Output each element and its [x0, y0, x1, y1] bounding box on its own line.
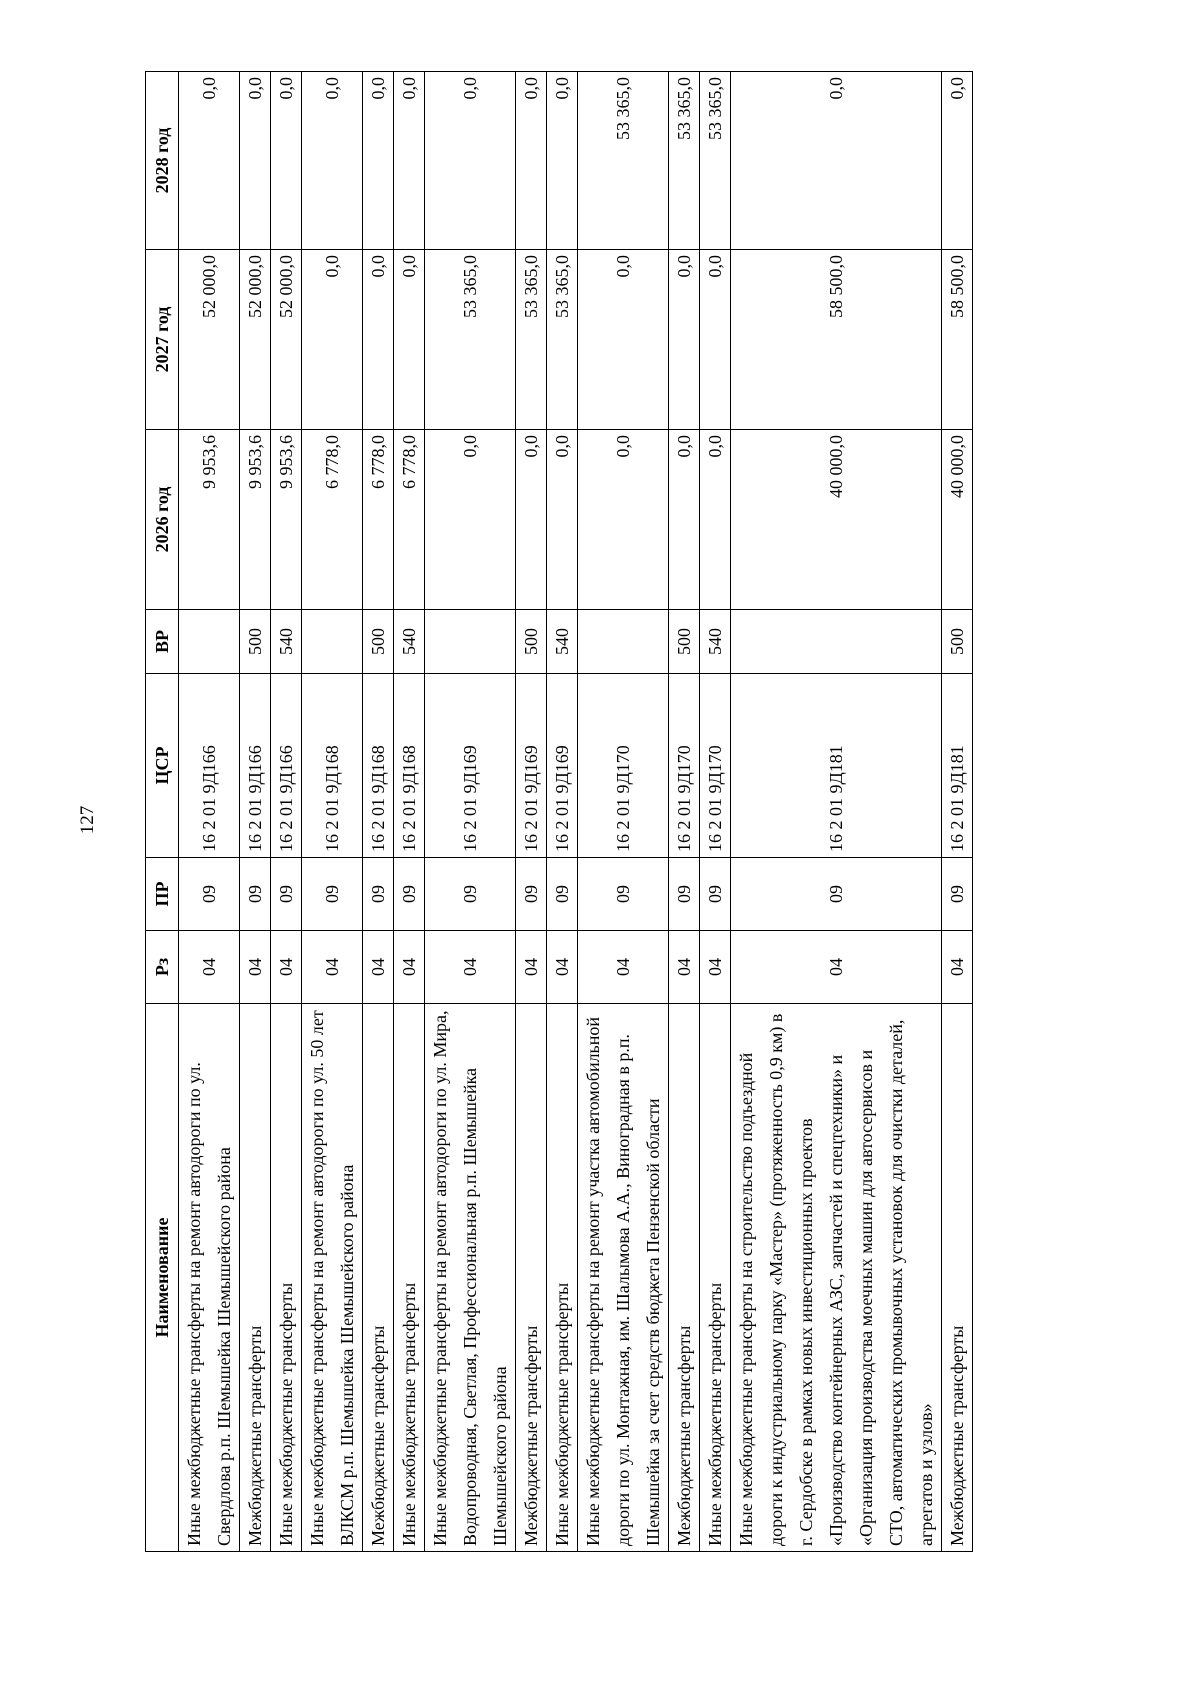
cell-vr: 540	[547, 610, 578, 674]
cell-2027: 58 500,0	[942, 250, 973, 430]
cell-rz: 04	[547, 931, 578, 1004]
cell-pr: 09	[425, 858, 516, 931]
cell-vr: 500	[363, 610, 394, 674]
cell-rz: 04	[425, 931, 516, 1004]
cell-2028: 0,0	[302, 72, 363, 250]
cell-csr: 16 2 01 9Д169	[516, 674, 547, 858]
cell-vr: 500	[516, 610, 547, 674]
cell-2027: 52 000,0	[271, 250, 302, 430]
cell-2026: 0,0	[516, 430, 547, 610]
table-row	[731, 72, 942, 1552]
cell-pr: 09	[271, 858, 302, 931]
cell-pr: 09	[578, 858, 669, 931]
cell-name: Иные межбюджетные трансферты на ремонт автодороги по ул. Мира, Водопроводная, Светлая, Профессиональная р.п. Шемышейка Шемышейского района	[425, 1004, 516, 1552]
cell-rz: 04	[578, 931, 669, 1004]
cell-name: Межбюджетные трансферты	[240, 1004, 271, 1552]
cell-rz: 04	[700, 931, 731, 1004]
header-name: Наименование	[146, 1004, 179, 1552]
table-row	[394, 72, 425, 1552]
cell-2028: 0,0	[179, 72, 240, 250]
cell-vr	[731, 610, 942, 674]
cell-2027: 53 365,0	[547, 250, 578, 430]
cell-csr: 16 2 01 9Д170	[669, 674, 700, 858]
header-2026: 2026 год	[146, 430, 179, 610]
cell-name: Иные межбюджетные трансферты на ремонт участка автомобильной дороги по ул. Монтажная, им. Шалымова А.А., Виноградная в р.п. Шемышейка за счет средств бюджета Пензенской области	[578, 1004, 669, 1552]
cell-name: Иные межбюджетные трансферты	[394, 1004, 425, 1552]
cell-2026: 9 953,6	[271, 430, 302, 610]
table-row	[578, 72, 669, 1552]
table-row	[669, 72, 700, 1552]
cell-csr: 16 2 01 9Д168	[363, 674, 394, 858]
cell-2026: 0,0	[547, 430, 578, 610]
cell-2027: 53 365,0	[425, 250, 516, 430]
cell-vr: 500	[669, 610, 700, 674]
cell-name: Межбюджетные трансферты	[516, 1004, 547, 1552]
cell-pr: 09	[179, 858, 240, 931]
cell-vr	[179, 610, 240, 674]
cell-2028: 0,0	[516, 72, 547, 250]
cell-csr: 16 2 01 9Д166	[179, 674, 240, 858]
cell-2026: 9 953,6	[179, 430, 240, 610]
cell-pr: 09	[302, 858, 363, 931]
table-row	[302, 72, 363, 1552]
budget-table-container	[145, 72, 967, 1552]
cell-csr: 16 2 01 9Д181	[731, 674, 942, 858]
cell-name: Межбюджетные трансферты	[942, 1004, 973, 1552]
budget-table	[145, 71, 973, 1552]
cell-2026: 6 778,0	[394, 430, 425, 610]
cell-rz: 04	[302, 931, 363, 1004]
cell-2028: 0,0	[240, 72, 271, 250]
cell-2028: 53 365,0	[700, 72, 731, 250]
cell-2027: 0,0	[700, 250, 731, 430]
cell-name: Иные межбюджетные трансферты на строительство подъездной дороги к индустриальному парку «Мастер» (протяженность 0,9 км) в г. Сердобске в рамках новых инвестиционных проектов «Производство контейнерных АЗС, запчастей и спецтехники» и «Организация производства моечных машин для автосервисов и СТО, автоматических промывочных установок для очистки деталей, агрегатов и узлов»	[731, 1004, 942, 1552]
table-header-row	[146, 72, 179, 1552]
cell-2027: 53 365,0	[516, 250, 547, 430]
table-row	[240, 72, 271, 1552]
cell-vr	[578, 610, 669, 674]
cell-csr: 16 2 01 9Д169	[425, 674, 516, 858]
cell-name: Иные межбюджетные трансферты на ремонт автодороги по ул. Свердлова р.п. Шемышейка Шемышейского района	[179, 1004, 240, 1552]
cell-csr: 16 2 01 9Д181	[942, 674, 973, 858]
cell-2026: 0,0	[578, 430, 669, 610]
page-number: 127	[77, 805, 98, 835]
cell-2027: 52 000,0	[179, 250, 240, 430]
cell-2028: 0,0	[942, 72, 973, 250]
cell-2028: 0,0	[363, 72, 394, 250]
cell-pr: 09	[394, 858, 425, 931]
header-2027: 2027 год	[146, 250, 179, 430]
table-row	[363, 72, 394, 1552]
cell-rz: 04	[942, 931, 973, 1004]
table-row	[547, 72, 578, 1552]
cell-csr: 16 2 01 9Д166	[271, 674, 302, 858]
cell-csr: 16 2 01 9Д168	[302, 674, 363, 858]
cell-vr	[302, 610, 363, 674]
header-vr: ВР	[146, 610, 179, 674]
cell-pr: 09	[942, 858, 973, 931]
cell-name: Иные межбюджетные трансферты на ремонт автодороги по ул. 50 лет ВЛКСМ р.п. Шемышейка Шемышейского района	[302, 1004, 363, 1552]
cell-name: Межбюджетные трансферты	[669, 1004, 700, 1552]
cell-2026: 0,0	[425, 430, 516, 610]
cell-rz: 04	[731, 931, 942, 1004]
cell-vr	[425, 610, 516, 674]
cell-csr: 16 2 01 9Д166	[240, 674, 271, 858]
cell-2026: 40 000,0	[942, 430, 973, 610]
cell-csr: 16 2 01 9Д170	[578, 674, 669, 858]
table-row	[179, 72, 240, 1552]
cell-rz: 04	[363, 931, 394, 1004]
header-rz: Рз	[146, 931, 179, 1004]
cell-2026: 0,0	[700, 430, 731, 610]
cell-csr: 16 2 01 9Д169	[547, 674, 578, 858]
cell-2027: 58 500,0	[731, 250, 942, 430]
cell-pr: 09	[240, 858, 271, 931]
cell-2027: 0,0	[363, 250, 394, 430]
cell-pr: 09	[669, 858, 700, 931]
table-row	[271, 72, 302, 1552]
cell-csr: 16 2 01 9Д168	[394, 674, 425, 858]
header-pr: ПР	[146, 858, 179, 931]
cell-2028: 0,0	[425, 72, 516, 250]
cell-2028: 0,0	[271, 72, 302, 250]
cell-2027: 0,0	[578, 250, 669, 430]
cell-pr: 09	[547, 858, 578, 931]
cell-rz: 04	[271, 931, 302, 1004]
cell-vr: 540	[271, 610, 302, 674]
cell-2028: 53 365,0	[669, 72, 700, 250]
cell-rz: 04	[516, 931, 547, 1004]
cell-rz: 04	[394, 931, 425, 1004]
cell-rz: 04	[179, 931, 240, 1004]
cell-pr: 09	[516, 858, 547, 931]
cell-2027: 0,0	[669, 250, 700, 430]
cell-name: Иные межбюджетные трансферты	[547, 1004, 578, 1552]
cell-2026: 0,0	[669, 430, 700, 610]
header-csr: ЦСР	[146, 674, 179, 858]
cell-rz: 04	[669, 931, 700, 1004]
cell-2026: 6 778,0	[302, 430, 363, 610]
cell-2027: 0,0	[302, 250, 363, 430]
cell-name: Иные межбюджетные трансферты	[271, 1004, 302, 1552]
cell-2028: 0,0	[547, 72, 578, 250]
cell-pr: 09	[700, 858, 731, 931]
cell-vr: 540	[700, 610, 731, 674]
table-row	[942, 72, 973, 1552]
cell-2027: 52 000,0	[240, 250, 271, 430]
cell-name: Межбюджетные трансферты	[363, 1004, 394, 1552]
cell-2028: 0,0	[731, 72, 942, 250]
cell-csr: 16 2 01 9Д170	[700, 674, 731, 858]
cell-2028: 0,0	[394, 72, 425, 250]
table-row	[425, 72, 516, 1552]
cell-name: Иные межбюджетные трансферты	[700, 1004, 731, 1552]
cell-2027: 0,0	[394, 250, 425, 430]
header-2028: 2028 год	[146, 72, 179, 250]
cell-rz: 04	[240, 931, 271, 1004]
cell-2028: 53 365,0	[578, 72, 669, 250]
cell-2026: 6 778,0	[363, 430, 394, 610]
cell-2026: 9 953,6	[240, 430, 271, 610]
cell-vr: 500	[240, 610, 271, 674]
cell-2026: 40 000,0	[731, 430, 942, 610]
cell-pr: 09	[731, 858, 942, 931]
table-row	[516, 72, 547, 1552]
cell-vr: 540	[394, 610, 425, 674]
table-row	[700, 72, 731, 1552]
cell-vr: 500	[942, 610, 973, 674]
cell-pr: 09	[363, 858, 394, 931]
